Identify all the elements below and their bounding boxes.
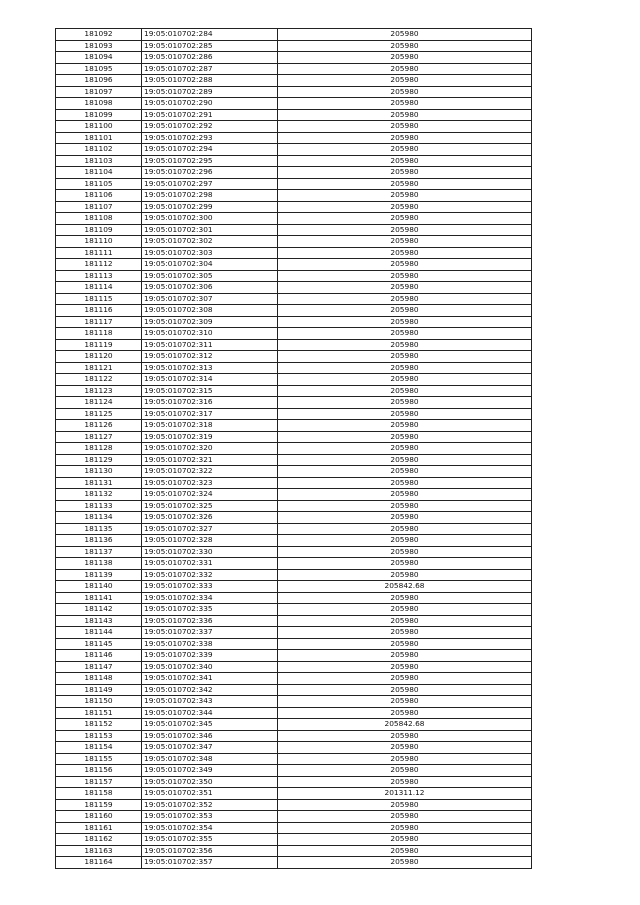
cadastral-value-cell: 205980: [278, 328, 532, 340]
row-id-cell: 181093: [56, 40, 142, 52]
row-id-cell: 181164: [56, 857, 142, 869]
row-id-cell: 181151: [56, 707, 142, 719]
cadastral-number-cell: 19:05:010702:336: [142, 615, 278, 627]
cadastral-value-cell: 205980: [278, 684, 532, 696]
table-row: [56, 638, 532, 650]
cadastral-number-cell: 19:05:010702:337: [142, 627, 278, 639]
cadastral-value-cell: 205980: [278, 385, 532, 397]
table-row: [56, 684, 532, 696]
table-row: [56, 627, 532, 639]
cadastral-number-cell: 19:05:010702:314: [142, 374, 278, 386]
table-row: [56, 121, 532, 133]
cadastral-value-cell: 205980: [278, 178, 532, 190]
row-id-cell: 181128: [56, 443, 142, 455]
cadastral-number-cell: 19:05:010702:348: [142, 753, 278, 765]
cadastral-value-cell: 205980: [278, 650, 532, 662]
cadastral-value-cell: 205980: [278, 454, 532, 466]
cadastral-value-cell: 205980: [278, 569, 532, 581]
cadastral-number-cell: 19:05:010702:318: [142, 420, 278, 432]
row-id-cell: 181097: [56, 86, 142, 98]
cadastral-value-cell: 205980: [278, 144, 532, 156]
row-id-cell: 181143: [56, 615, 142, 627]
cadastral-number-cell: 19:05:010702:331: [142, 558, 278, 570]
table-row: [56, 661, 532, 673]
row-id-cell: 181104: [56, 167, 142, 179]
cadastral-value-cell: 205980: [278, 834, 532, 846]
cadastral-value-cell: 205980: [278, 75, 532, 87]
cadastral-value-cell: 205980: [278, 857, 532, 869]
row-id-cell: 181099: [56, 109, 142, 121]
cadastral-number-cell: 19:05:010702:356: [142, 845, 278, 857]
cadastral-number-cell: 19:05:010702:313: [142, 362, 278, 374]
cadastral-value-cell: 205980: [278, 431, 532, 443]
table-row: [56, 362, 532, 374]
cadastral-number-cell: 19:05:010702:308: [142, 305, 278, 317]
cadastral-value-cell: 201311.12: [278, 788, 532, 800]
cadastral-number-cell: 19:05:010702:299: [142, 201, 278, 213]
cadastral-number-cell: 19:05:010702:335: [142, 604, 278, 616]
row-id-cell: 181105: [56, 178, 142, 190]
cadastral-value-cell: 205980: [278, 247, 532, 259]
table-row: [56, 512, 532, 524]
cadastral-number-cell: 19:05:010702:353: [142, 811, 278, 823]
cadastral-number-cell: 19:05:010702:294: [142, 144, 278, 156]
row-id-cell: 181092: [56, 29, 142, 41]
row-id-cell: 181130: [56, 466, 142, 478]
cadastral-value-cell: 205980: [278, 351, 532, 363]
cadastral-number-cell: 19:05:010702:291: [142, 109, 278, 121]
cadastral-value-cell: 205980: [278, 408, 532, 420]
row-id-cell: 181115: [56, 293, 142, 305]
cadastral-value-cell: 205980: [278, 592, 532, 604]
cadastral-value-cell: 205980: [278, 696, 532, 708]
cadastral-value-cell: 205980: [278, 776, 532, 788]
row-id-cell: 181159: [56, 799, 142, 811]
table-row: [56, 742, 532, 754]
row-id-cell: 181144: [56, 627, 142, 639]
row-id-cell: 181141: [56, 592, 142, 604]
row-id-cell: 181121: [56, 362, 142, 374]
cadastral-number-cell: 19:05:010702:292: [142, 121, 278, 133]
cadastral-number-cell: 19:05:010702:344: [142, 707, 278, 719]
row-id-cell: 181124: [56, 397, 142, 409]
cadastral-number-cell: 19:05:010702:311: [142, 339, 278, 351]
row-id-cell: 181147: [56, 661, 142, 673]
table-row: [56, 29, 532, 41]
cadastral-value-cell: 205980: [278, 753, 532, 765]
row-id-cell: 181139: [56, 569, 142, 581]
row-id-cell: 181123: [56, 385, 142, 397]
row-id-cell: 181119: [56, 339, 142, 351]
row-id-cell: 181098: [56, 98, 142, 110]
row-id-cell: 181113: [56, 270, 142, 282]
cadastral-value-cell: 205980: [278, 845, 532, 857]
cadastral-number-cell: 19:05:010702:289: [142, 86, 278, 98]
cadastral-value-cell: 205980: [278, 799, 532, 811]
cadastral-number-cell: 19:05:010702:355: [142, 834, 278, 846]
cadastral-value-cell: 205980: [278, 397, 532, 409]
table-row: [56, 845, 532, 857]
row-id-cell: 181116: [56, 305, 142, 317]
table-body: [56, 29, 532, 869]
cadastral-number-cell: 19:05:010702:320: [142, 443, 278, 455]
row-id-cell: 181157: [56, 776, 142, 788]
cadastral-value-cell: 205980: [278, 604, 532, 616]
cadastral-value-cell: 205980: [278, 213, 532, 225]
cadastral-value-cell: 205980: [278, 546, 532, 558]
row-id-cell: 181103: [56, 155, 142, 167]
table-row: [56, 397, 532, 409]
row-id-cell: 181127: [56, 431, 142, 443]
cadastral-number-cell: 19:05:010702:340: [142, 661, 278, 673]
row-id-cell: 181102: [56, 144, 142, 156]
row-id-cell: 181107: [56, 201, 142, 213]
cadastral-number-cell: 19:05:010702:338: [142, 638, 278, 650]
table-row: [56, 707, 532, 719]
cadastral-value-cell: 205980: [278, 615, 532, 627]
cadastral-value-cell: 205980: [278, 811, 532, 823]
table-row: [56, 167, 532, 179]
cadastral-value-cell: 205980: [278, 512, 532, 524]
cadastral-number-cell: 19:05:010702:350: [142, 776, 278, 788]
cadastral-value-cell: 205980: [278, 167, 532, 179]
cadastral-value-cell: 205980: [278, 63, 532, 75]
table-row: [56, 730, 532, 742]
cadastral-number-cell: 19:05:010702:302: [142, 236, 278, 248]
cadastral-value-cell: 205980: [278, 420, 532, 432]
table-row: [56, 650, 532, 662]
cadastral-number-cell: 19:05:010702:332: [142, 569, 278, 581]
cadastral-number-cell: 19:05:010702:300: [142, 213, 278, 225]
cadastral-number-cell: 19:05:010702:296: [142, 167, 278, 179]
row-id-cell: 181138: [56, 558, 142, 570]
table-row: [56, 247, 532, 259]
table-row: [56, 224, 532, 236]
table-row: [56, 834, 532, 846]
cadastral-number-cell: 19:05:010702:290: [142, 98, 278, 110]
cadastral-value-cell: 205842.68: [278, 719, 532, 731]
table-row: [56, 500, 532, 512]
table-row: [56, 822, 532, 834]
cadastral-number-cell: 19:05:010702:319: [142, 431, 278, 443]
cadastral-value-cell: 205980: [278, 362, 532, 374]
cadastral-value-cell: 205980: [278, 673, 532, 685]
cadastral-value-cell: 205980: [278, 523, 532, 535]
table-row: [56, 604, 532, 616]
table-row: [56, 420, 532, 432]
cadastral-number-cell: 19:05:010702:298: [142, 190, 278, 202]
cadastral-value-cell: 205980: [278, 316, 532, 328]
table-row: [56, 615, 532, 627]
table-row: [56, 719, 532, 731]
cadastral-number-cell: 19:05:010702:351: [142, 788, 278, 800]
cadastral-number-cell: 19:05:010702:305: [142, 270, 278, 282]
cadastral-number-cell: 19:05:010702:310: [142, 328, 278, 340]
table-row: [56, 765, 532, 777]
cadastral-value-cell: 205980: [278, 661, 532, 673]
cadastral-number-cell: 19:05:010702:345: [142, 719, 278, 731]
cadastral-number-cell: 19:05:010702:306: [142, 282, 278, 294]
table-row: [56, 190, 532, 202]
cadastral-value-cell: 205980: [278, 500, 532, 512]
cadastral-number-cell: 19:05:010702:287: [142, 63, 278, 75]
row-id-cell: 181131: [56, 477, 142, 489]
cadastral-value-cell: 205980: [278, 374, 532, 386]
cadastral-number-cell: 19:05:010702:333: [142, 581, 278, 593]
document-page: [55, 28, 531, 869]
cadastral-value-cell: 205980: [278, 109, 532, 121]
row-id-cell: 181095: [56, 63, 142, 75]
row-id-cell: 181106: [56, 190, 142, 202]
row-id-cell: 181163: [56, 845, 142, 857]
row-id-cell: 181108: [56, 213, 142, 225]
row-id-cell: 181129: [56, 454, 142, 466]
table-row: [56, 201, 532, 213]
table-row: [56, 454, 532, 466]
table-row: [56, 178, 532, 190]
table-row: [56, 63, 532, 75]
cadastral-number-cell: 19:05:010702:349: [142, 765, 278, 777]
table-row: [56, 328, 532, 340]
row-id-cell: 181149: [56, 684, 142, 696]
row-id-cell: 181137: [56, 546, 142, 558]
cadastral-number-cell: 19:05:010702:307: [142, 293, 278, 305]
table-row: [56, 339, 532, 351]
cadastral-value-cell: 205980: [278, 52, 532, 64]
row-id-cell: 181132: [56, 489, 142, 501]
row-id-cell: 181154: [56, 742, 142, 754]
cadastral-value-cell: 205980: [278, 132, 532, 144]
cadastral-number-cell: 19:05:010702:295: [142, 155, 278, 167]
table-row: [56, 52, 532, 64]
row-id-cell: 181109: [56, 224, 142, 236]
row-id-cell: 181148: [56, 673, 142, 685]
table-row: [56, 857, 532, 869]
cadastral-value-cell: 205980: [278, 224, 532, 236]
table-row: [56, 431, 532, 443]
cadastral-number-cell: 19:05:010702:284: [142, 29, 278, 41]
cadastral-value-cell: 205980: [278, 638, 532, 650]
cadastral-number-cell: 19:05:010702:315: [142, 385, 278, 397]
row-id-cell: 181155: [56, 753, 142, 765]
table-row: [56, 569, 532, 581]
cadastral-number-cell: 19:05:010702:323: [142, 477, 278, 489]
cadastral-number-cell: 19:05:010702:347: [142, 742, 278, 754]
cadastral-number-cell: 19:05:010702:354: [142, 822, 278, 834]
table-row: [56, 408, 532, 420]
table-row: [56, 40, 532, 52]
table-row: [56, 776, 532, 788]
table-row: [56, 523, 532, 535]
cadastral-number-cell: 19:05:010702:309: [142, 316, 278, 328]
table-row: [56, 75, 532, 87]
cadastral-value-cell: 205980: [278, 293, 532, 305]
table-row: [56, 799, 532, 811]
cadastral-number-cell: 19:05:010702:288: [142, 75, 278, 87]
cadastral-number-cell: 19:05:010702:301: [142, 224, 278, 236]
row-id-cell: 181160: [56, 811, 142, 823]
cadastral-value-cell: 205980: [278, 40, 532, 52]
cadastral-number-cell: 19:05:010702:321: [142, 454, 278, 466]
cadastral-number-cell: 19:05:010702:330: [142, 546, 278, 558]
cadastral-value-cell: 205980: [278, 730, 532, 742]
cadastral-value-cell: 205980: [278, 339, 532, 351]
row-id-cell: 181146: [56, 650, 142, 662]
row-id-cell: 181135: [56, 523, 142, 535]
cadastral-value-cell: 205980: [278, 259, 532, 271]
table-row: [56, 489, 532, 501]
cadastral-number-cell: 19:05:010702:293: [142, 132, 278, 144]
cadastral-number-cell: 19:05:010702:325: [142, 500, 278, 512]
table-row: [56, 109, 532, 121]
table-row: [56, 811, 532, 823]
cadastral-number-cell: 19:05:010702:342: [142, 684, 278, 696]
row-id-cell: 181110: [56, 236, 142, 248]
cadastral-number-cell: 19:05:010702:357: [142, 857, 278, 869]
table-row: [56, 293, 532, 305]
cadastral-number-cell: 19:05:010702:304: [142, 259, 278, 271]
cadastral-value-cell: 205980: [278, 236, 532, 248]
row-id-cell: 181161: [56, 822, 142, 834]
table-row: [56, 351, 532, 363]
cadastral-value-cell: 205980: [278, 466, 532, 478]
cadastral-value-cell: 205842.68: [278, 581, 532, 593]
cadastral-number-cell: 19:05:010702:324: [142, 489, 278, 501]
cadastral-number-cell: 19:05:010702:328: [142, 535, 278, 547]
cadastral-value-cell: 205980: [278, 535, 532, 547]
table-row: [56, 98, 532, 110]
cadastral-number-cell: 19:05:010702:285: [142, 40, 278, 52]
row-id-cell: 181100: [56, 121, 142, 133]
table-row: [56, 144, 532, 156]
row-id-cell: 181145: [56, 638, 142, 650]
row-id-cell: 181112: [56, 259, 142, 271]
cadastral-number-cell: 19:05:010702:327: [142, 523, 278, 535]
cadastral-value-cell: 205980: [278, 155, 532, 167]
row-id-cell: 181140: [56, 581, 142, 593]
table-row: [56, 558, 532, 570]
row-id-cell: 181156: [56, 765, 142, 777]
cadastral-number-cell: 19:05:010702:322: [142, 466, 278, 478]
cadastral-value-cell: 205980: [278, 627, 532, 639]
row-id-cell: 181125: [56, 408, 142, 420]
row-id-cell: 181162: [56, 834, 142, 846]
cadastral-value-cell: 205980: [278, 707, 532, 719]
table-row: [56, 477, 532, 489]
cadastral-value-cell: 205980: [278, 558, 532, 570]
row-id-cell: 181153: [56, 730, 142, 742]
table-row: [56, 753, 532, 765]
table-row: [56, 213, 532, 225]
table-row: [56, 86, 532, 98]
table-row: [56, 592, 532, 604]
table-row: [56, 155, 532, 167]
cadastral-number-cell: 19:05:010702:316: [142, 397, 278, 409]
row-id-cell: 181120: [56, 351, 142, 363]
row-id-cell: 181096: [56, 75, 142, 87]
table-row: [56, 546, 532, 558]
row-id-cell: 181134: [56, 512, 142, 524]
table-row: [56, 305, 532, 317]
cadastral-number-cell: 19:05:010702:297: [142, 178, 278, 190]
row-id-cell: 181111: [56, 247, 142, 259]
cadastral-number-cell: 19:05:010702:339: [142, 650, 278, 662]
cadastral-value-cell: 205980: [278, 443, 532, 455]
table-row: [56, 259, 532, 271]
row-id-cell: 181150: [56, 696, 142, 708]
cadastral-value-cell: 205980: [278, 190, 532, 202]
table-row: [56, 788, 532, 800]
row-id-cell: 181152: [56, 719, 142, 731]
cadastral-number-cell: 19:05:010702:312: [142, 351, 278, 363]
cadastral-value-cell: 205980: [278, 29, 532, 41]
cadastral-value-cell: 205980: [278, 477, 532, 489]
table-row: [56, 535, 532, 547]
table-row: [56, 132, 532, 144]
row-id-cell: 181158: [56, 788, 142, 800]
cadastral-value-cell: 205980: [278, 270, 532, 282]
table-row: [56, 443, 532, 455]
cadastral-number-cell: 19:05:010702:341: [142, 673, 278, 685]
cadastral-value-cell: 205980: [278, 765, 532, 777]
cadastral-number-cell: 19:05:010702:334: [142, 592, 278, 604]
table-row: [56, 581, 532, 593]
row-id-cell: 181142: [56, 604, 142, 616]
table-row: [56, 236, 532, 248]
table-row: [56, 270, 532, 282]
cadastral-value-cell: 205980: [278, 282, 532, 294]
row-id-cell: 181118: [56, 328, 142, 340]
row-id-cell: 181122: [56, 374, 142, 386]
cadastral-value-cell: 205980: [278, 201, 532, 213]
row-id-cell: 181101: [56, 132, 142, 144]
cadastral-number-cell: 19:05:010702:346: [142, 730, 278, 742]
cadastral-number-cell: 19:05:010702:343: [142, 696, 278, 708]
cadastral-value-cell: 205980: [278, 98, 532, 110]
table-row: [56, 385, 532, 397]
row-id-cell: 181094: [56, 52, 142, 64]
cadastral-value-cell: 205980: [278, 742, 532, 754]
cadastral-value-cell: 205980: [278, 822, 532, 834]
row-id-cell: 181117: [56, 316, 142, 328]
cadastral-number-cell: 19:05:010702:317: [142, 408, 278, 420]
table-row: [56, 282, 532, 294]
table-row: [56, 466, 532, 478]
cadastral-number-cell: 19:05:010702:303: [142, 247, 278, 259]
table-row: [56, 316, 532, 328]
table-row: [56, 673, 532, 685]
row-id-cell: 181126: [56, 420, 142, 432]
cadastral-number-cell: 19:05:010702:326: [142, 512, 278, 524]
cadastral-value-cell: 205980: [278, 121, 532, 133]
table-row: [56, 374, 532, 386]
cadastral-value-cell: 205980: [278, 489, 532, 501]
cadastral-number-cell: 19:05:010702:352: [142, 799, 278, 811]
cadastral-value-cell: 205980: [278, 86, 532, 98]
cadastral-number-cell: 19:05:010702:286: [142, 52, 278, 64]
row-id-cell: 181133: [56, 500, 142, 512]
row-id-cell: 181136: [56, 535, 142, 547]
table-row: [56, 696, 532, 708]
cadastral-value-cell: 205980: [278, 305, 532, 317]
cadastral-value-table: [55, 28, 532, 869]
row-id-cell: 181114: [56, 282, 142, 294]
